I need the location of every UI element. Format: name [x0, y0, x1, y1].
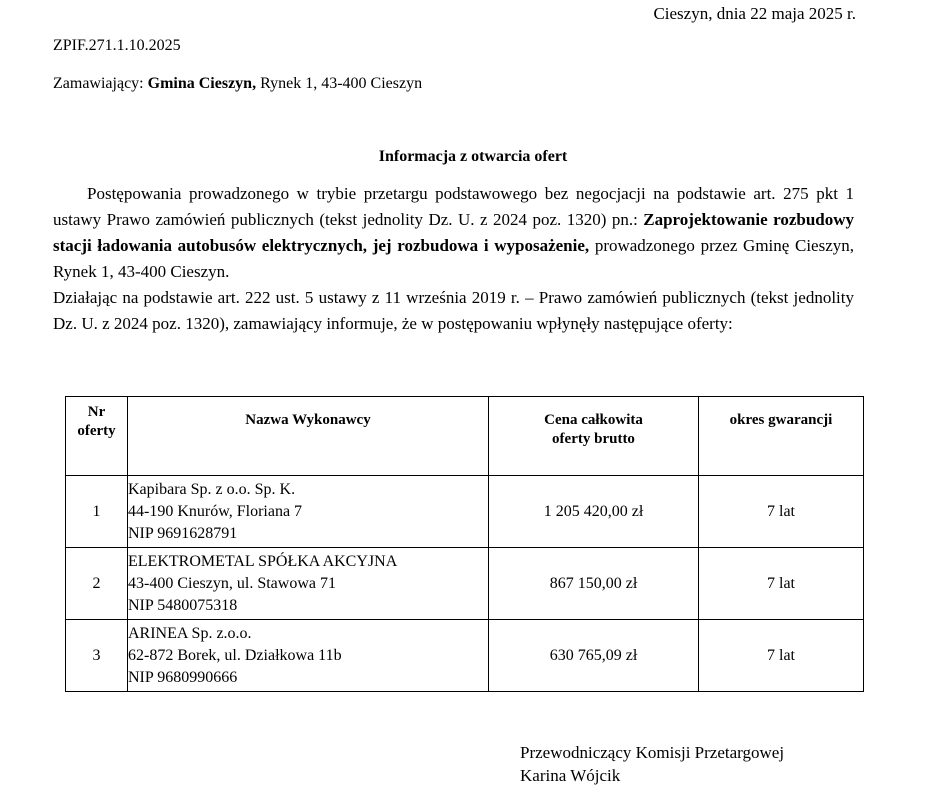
- table-header-row: [66, 397, 864, 476]
- contractor-nip: NIP 5480075318: [128, 596, 238, 614]
- contractor-address: 62-872 Borek, ul. Działkowa 11b: [128, 646, 342, 664]
- offer-number: 2: [66, 548, 128, 620]
- contractor-name: ELEKTROMETAL SPÓŁKA AKCYJNA: [128, 552, 398, 570]
- page-title: Informacja z otwarcia ofert: [378, 148, 568, 165]
- table-row: [66, 476, 864, 548]
- offer-warranty: 7 lat: [699, 476, 864, 548]
- body-text: [53, 181, 854, 337]
- offer-price: 630 765,09 zł: [489, 620, 699, 692]
- intro-text: Postępowania prowadzonego w trybie przetargu podstawowego bez negocjacji na podstawie art. 275 pkt 1 ustawy Prawo zamówień publicznych (tekst jednolity Dz. U. z 2024 poz. 1320) pn.:: [53, 184, 854, 229]
- contractor-address: 43-400 Cieszyn, ul. Stawowa 71: [128, 574, 336, 592]
- offer-warranty: 7 lat: [699, 620, 864, 692]
- orderer-line: [53, 75, 422, 93]
- header-total-price: [489, 397, 699, 476]
- orderer-label: Zamawiający:: [53, 75, 144, 92]
- header-offer-number: [66, 397, 128, 476]
- contractor-name: Kapibara Sp. z o.o. Sp. K.: [128, 480, 296, 498]
- contractor-nip: NIP 9691628791: [128, 524, 238, 542]
- orderer-address: Rynek 1, 43-400 Cieszyn: [260, 75, 423, 92]
- offer-price: 1 205 420,00 zł: [489, 476, 699, 548]
- reference-number: ZPIF.271.1.10.2025: [53, 37, 181, 54]
- contractor-address: 44-190 Knurów, Floriana 7: [128, 502, 303, 520]
- header-contractor-name: Nazwa Wykonawcy: [128, 397, 489, 476]
- contractor-cell: [128, 476, 489, 548]
- orderer-name: Gmina Cieszyn,: [147, 75, 257, 92]
- signatory-name: Karina Wójcik: [520, 766, 621, 785]
- header-warranty: okres gwarancji: [699, 397, 864, 476]
- intro-paragraph: [53, 181, 854, 285]
- header-nr-line2: oferty: [77, 423, 116, 439]
- offer-number: 3: [66, 620, 128, 692]
- intro-end-text: prowadzonego przez Gminę Cieszyn, Rynek 1, 43-400 Cieszyn.: [53, 236, 854, 281]
- header-price-line2: oferty brutto: [552, 431, 635, 447]
- legal-basis-paragraph: Działając na podstawie art. 222 ust. 5 ustawy z 11 września 2019 r. – Prawo zamówień publicznych (tekst jednolity Dz. U. z 2024 poz. 1320), zamawiający informuje, że w postępowaniu wpłynęły następujące oferty:: [53, 288, 854, 333]
- contractor-nip: NIP 9680990666: [128, 668, 238, 686]
- offers-table: [65, 396, 864, 692]
- contractor-cell: [128, 548, 489, 620]
- offer-price: 867 150,00 zł: [489, 548, 699, 620]
- table-row: [66, 620, 864, 692]
- contractor-cell: [128, 620, 489, 692]
- signature-block: [520, 741, 784, 787]
- offer-warranty: 7 lat: [699, 548, 864, 620]
- table-row: [66, 548, 864, 620]
- header-price-line1: Cena całkowita: [544, 412, 643, 428]
- procurement-name: Zaprojektowanie rozbudowy stacji ładowania autobusów elektrycznych, jej rozbudowa i wyposażenie,: [53, 210, 855, 255]
- signatory-role: Przewodniczący Komisji Przetargowej: [520, 743, 785, 762]
- contractor-name: ARINEA Sp. z.o.o.: [128, 624, 252, 642]
- document-date: Cieszyn, dnia 22 maja 2025 r.: [653, 4, 856, 23]
- header-nr-line1: Nr: [87, 404, 106, 420]
- offer-number: 1: [66, 476, 128, 548]
